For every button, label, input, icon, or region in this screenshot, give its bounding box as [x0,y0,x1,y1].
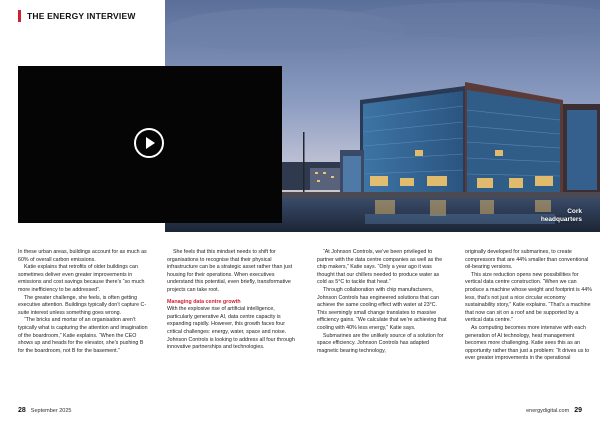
video-player[interactable] [18,66,282,223]
text-column-4 [465,249,595,363]
paragraph: Through collaboration with chip manufacturers, Johnson Controls has engineered solutions that can achieve the same cooling effect with water at 23°C. This seemingly small change translates to massive efficiency gains. “We calculate that we’re achieving that cooling with 40% less energy,” Katie says. [317,286,447,331]
paragraph: Katie explains that retrofits of older buildings can sometimes deliver even greater improvements in emissions and cost savings because there’s “so much more inefficiency to be addressed”. [18,264,145,293]
subheading: Managing data centre growth [167,298,241,305]
section-accent-bar [18,10,21,22]
paragraph: Submarines are the unlikely source of a solution for space efficiency. Johnson Controls has adapted magnetic bearing technology, [317,332,444,354]
text-column-3 [317,249,447,355]
photo-caption-line1: Cork [567,208,582,215]
text-column-2 [167,249,297,352]
paragraph: She feels that this mindset needs to shift for organisations to recognise that their physical infrastructure can be a strategic asset rather than just housing for their operations. When executives understand this potential, even briefly, transformative projects can take root. [167,249,293,293]
footer-right [526,407,582,414]
paragraph: This size reduction opens new possibilities for vertical data centre construction. “When we can produce a machine whose weight and footprint is 44% less, that’s not just a nice circular economy sustainability story,” Katie explains. “That’s a machine that now can sit on a roof and be supported by a vertical data centre.” [465,271,592,324]
photo-caption-line2: headquarters [540,216,582,223]
issue-date: September 2025 [30,408,72,414]
page-number-left: 28 [18,407,26,414]
section-label: THE ENERGY INTERVIEW [27,11,136,21]
paragraph: “At Johnson Controls, we’ve been privileged to partner with the data centre companies as well as the chip makers,” Katie says. “Only a year ago it was thought that our chillers needed to produce water as cold as 5°C to tackle that heat.” [317,249,443,286]
text-column-1 [18,249,148,355]
site-link[interactable]: energydigital.com [526,408,570,414]
paragraph: As computing becomes more intensive with each generation of AI technology, heat management becomes more challenging. Katie sees this as an opportunity rather than just a problem: “It drives us to ever greater improvements in the operational [465,324,590,362]
paragraph: With the explosive rise of artificial intelligence, particularly generative AI, data centre capacity is expanding rapidly. However, this growth faces four critical challenges: energy, water, space and noise. Johnson Controls is looking to address all four through innovative partnerships and technologies. [167,306,295,351]
section-header [18,10,136,22]
paragraph: In these urban areas, buildings account for as much as 60% of overall carbon emissions. [18,249,147,263]
paragraph: The greater challenge, she feels, is often getting executive attention. Buildings typically don’t capture C-suite interest unless something goes wrong. [18,294,147,316]
paragraph: “The bricks and mortar of an organisation aren’t typically what is capturing the attention and imagination of the boardroom,” Katie explains. “When the CEO shows up and heads for the elevator, she’s pushing B for the boardroom, not B for the basement.” [18,317,148,354]
play-icon[interactable] [134,128,164,158]
page-number-right: 29 [574,407,582,414]
photo-caption [541,208,582,224]
footer-left [18,407,71,414]
paragraph: originally developed for submarines, to create compressors that are 44% smaller than conventional oil-bearing versions. [465,249,589,271]
